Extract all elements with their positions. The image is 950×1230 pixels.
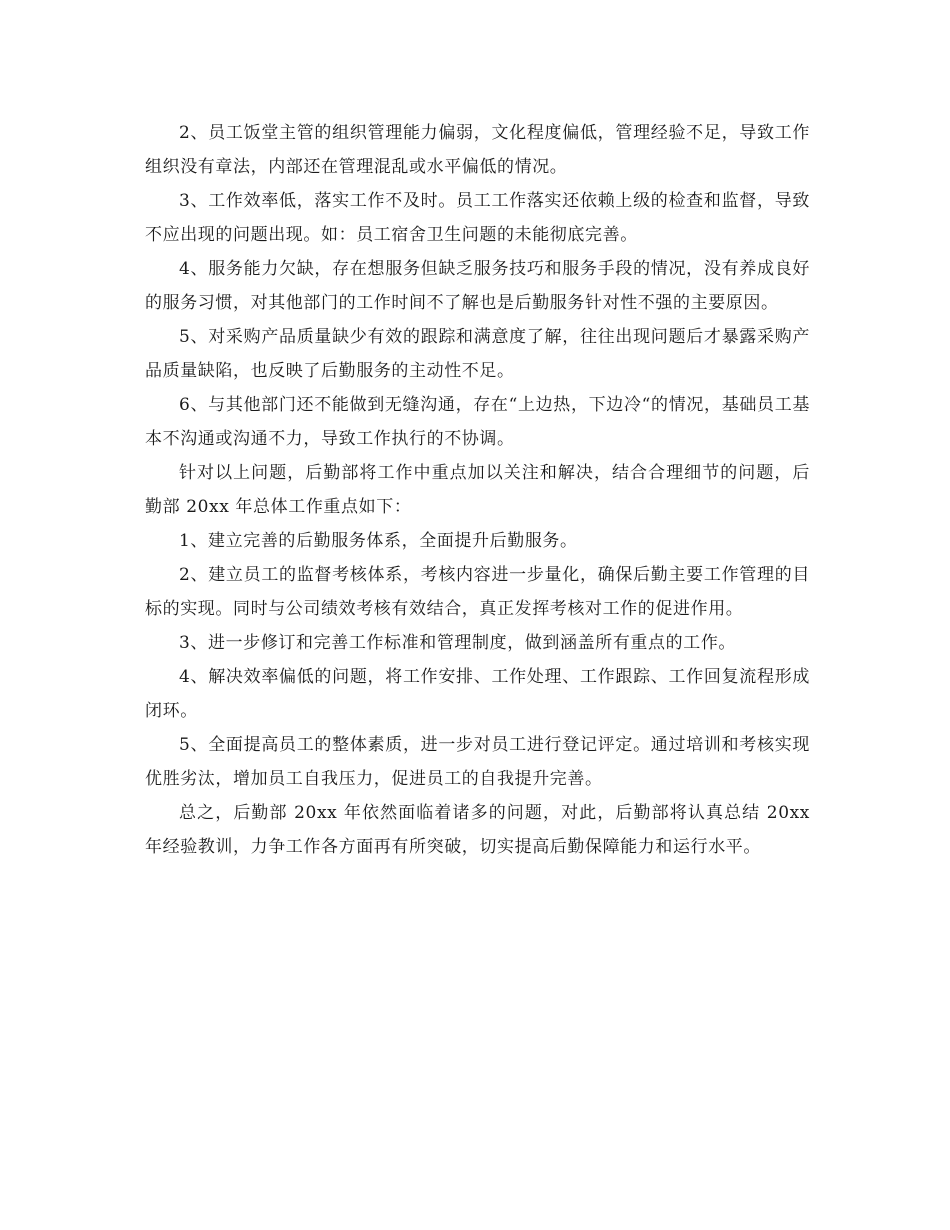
paragraph-2: 3、工作效率低，落实工作不及时。员工工作落实还依赖上级的检查和监督，导致不应出现的问题出现。如：员工宿舍卫生问题的未能彻底完善。 [145,191,810,245]
paragraph-9: 3、进一步修订和完善工作标准和管理制度，做到涵盖所有重点的工作。 [179,633,737,653]
paragraph-5: 6、与其他部门还不能做到无缝沟通，存在“上边热，下边冷“的情况，基础员工基本不沟通或沟通不力，导致工作执行的不协调。 [145,395,810,449]
paragraph-3: 4、服务能力欠缺，存在想服务但缺乏服务技巧和服务手段的情况，没有养成良好的服务习惯，对其他部门的工作时间不了解也是后勤服务针对性不强的主要原因。 [145,259,810,313]
paragraph-6: 针对以上问题，后勤部将工作中重点加以关注和解决，结合合理细节的问题，后勤部 20xx 年总体工作重点如下： [145,463,810,517]
paragraph-7: 1、建立完善的后勤服务体系，全面提升后勤服务。 [179,531,578,551]
paragraph-12: 总之，后勤部 20xx 年依然面临着诸多的问题，对此，后勤部将认真总结 20xx 年经验教训，力争工作各方面再有所突破，切实提高后勤保障能力和运行水平。 [145,803,810,857]
paragraph-1: 2、员工饭堂主管的组织管理能力偏弱，文化程度偏低，管理经验不足，导致工作组织没有章法，内部还在管理混乱或水平偏低的情况。 [145,123,810,177]
paragraph-4: 5、对采购产品质量缺少有效的跟踪和满意度了解，往往出现问题后才暴露采购产品质量缺陷，也反映了后勤服务的主动性不足。 [145,327,810,381]
paragraph-11: 5、全面提高员工的整体素质，进一步对员工进行登记评定。通过培训和考核实现优胜劣汰，增加员工自我压力，促进员工的自我提升完善。 [145,735,810,789]
paragraph-10: 4、解决效率偏低的问题，将工作安排、工作处理、工作跟踪、工作回复流程形成闭环。 [145,667,810,721]
paragraph-8: 2、建立员工的监督考核体系，考核内容进一步量化，确保后勤主要工作管理的目标的实现。同时与公司绩效考核有效结合，真正发挥考核对工作的促进作用。 [145,565,810,619]
document-body [145,116,810,864]
